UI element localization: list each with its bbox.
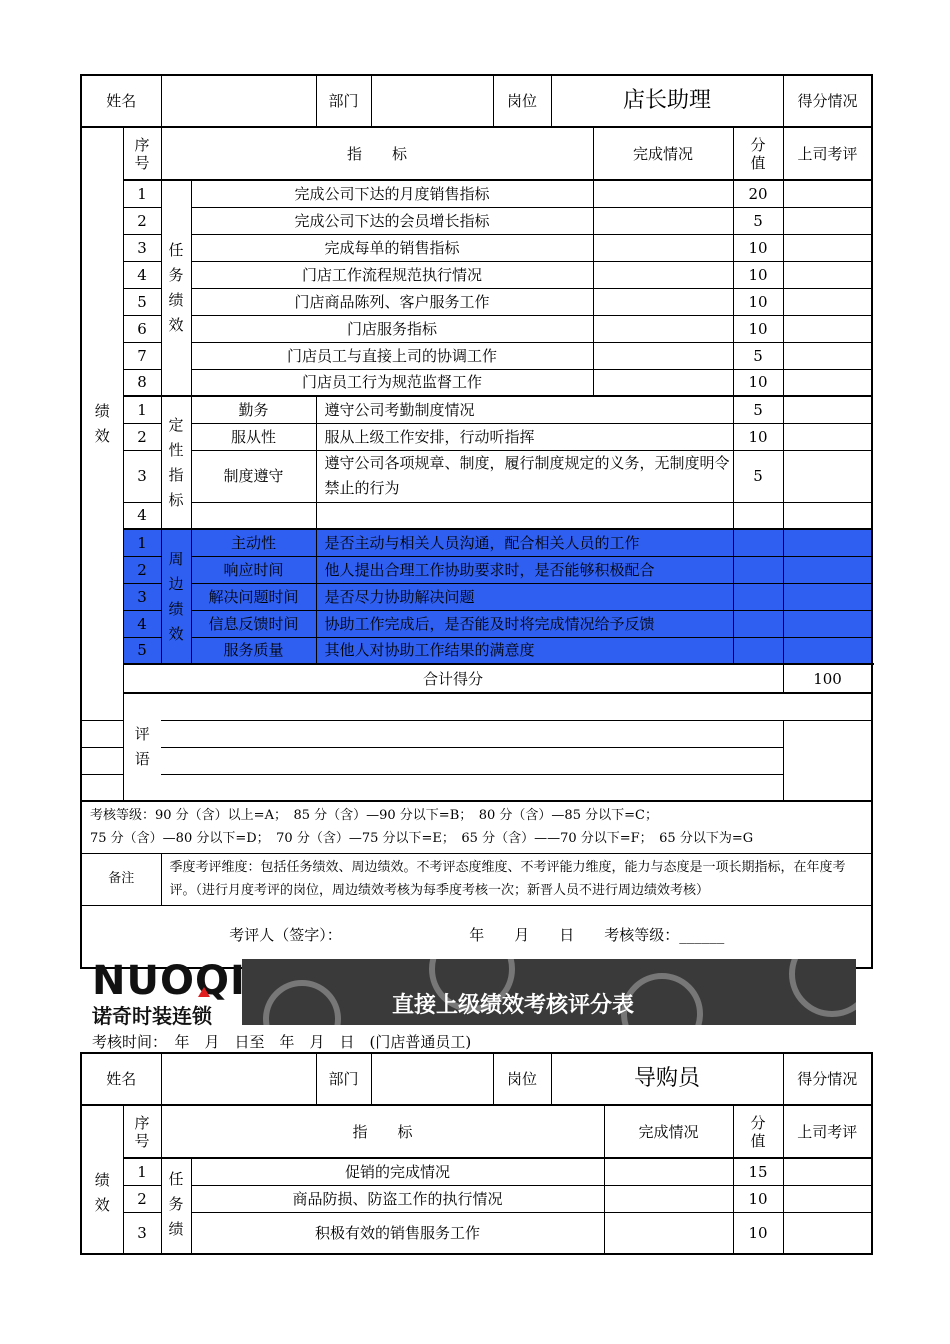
comment-line [81,774,872,801]
completion-field[interactable] [593,315,733,342]
row-indicator: 是否主动与相关人员沟通，配合相关人员的工作 [316,529,733,556]
row-seq: 7 [123,342,161,369]
row-item: 勤务 [191,396,316,423]
row-indicator: 门店服务指标 [191,315,593,342]
table-row [81,529,872,556]
signature-line: 考评人（签字）： 年 月 日 考核等级：______ [81,905,872,968]
comment-line [81,693,872,720]
score-status-label: 得分情况 [783,75,872,127]
row-seq: 2 [123,423,161,450]
supervisor-field[interactable] [783,502,872,529]
row-seq: 3 [123,234,161,261]
completion-field[interactable] [593,288,733,315]
row-indicator: 完成每单的销售指标 [191,234,593,261]
row-item: 服从性 [191,423,316,450]
table-row [81,637,872,664]
row-indicator [316,502,733,529]
name-field[interactable] [161,75,316,127]
completion-field[interactable] [593,234,733,261]
table-row [81,556,872,583]
row-score: 10 [733,423,783,450]
row-indicator: 遵守公司考勤制度情况 [316,396,733,423]
comment-line [81,720,872,747]
name-field[interactable] [161,1053,316,1105]
table-row [81,207,872,234]
seq-header: 序 号 [123,127,161,180]
column-header-row [81,1105,872,1158]
table-row [81,261,872,288]
row-indicator: 协助工作完成后，是否能及时将完成情况给予反馈 [316,610,733,637]
seq-header: 序 号 [123,1105,161,1158]
completion-field[interactable] [593,180,733,207]
total-label: 合计得分 [123,664,783,693]
row-score: 10 [733,1212,783,1254]
name-label: 姓名 [81,1053,161,1105]
supervisor-field[interactable] [783,288,872,315]
completion-header: 完成情况 [593,127,733,180]
supervisor-header: 上司考评 [783,127,872,180]
completion-field[interactable] [593,207,733,234]
completion-field[interactable] [593,369,733,396]
supervisor-field[interactable] [783,1158,872,1185]
task-group-label: 任 务 绩 效 [161,180,191,396]
row-seq: 1 [123,396,161,423]
row-seq: 4 [123,261,161,288]
table-row [81,1185,872,1212]
row-score: 10 [733,288,783,315]
remark-label: 备注 [81,853,161,905]
row-score: 10 [733,369,783,396]
row-seq: 2 [123,556,161,583]
row-item: 响应时间 [191,556,316,583]
row-score [733,637,783,664]
dept-field[interactable] [371,75,493,127]
supervisor-field[interactable] [783,180,872,207]
task-group-label: 任 务 绩 [161,1158,191,1254]
supervisor-field[interactable] [783,637,872,664]
row-seq: 3 [123,450,161,502]
table-row [81,1212,872,1254]
supervisor-field[interactable] [783,396,872,423]
score-header: 分 值 [733,127,783,180]
row-item: 服务质量 [191,637,316,664]
form-title: 直接上级绩效考核评分表 [392,993,635,1018]
comment-field[interactable] [161,693,872,720]
row-score [733,502,783,529]
table-row [81,610,872,637]
table-row [81,180,872,207]
supervisor-field[interactable] [783,261,872,288]
supervisor-field[interactable] [783,1185,872,1212]
row-score: 5 [733,207,783,234]
supervisor-field[interactable] [783,1212,872,1254]
grade-scale [81,801,872,853]
supervisor-field[interactable] [783,529,872,556]
completion-field[interactable] [593,261,733,288]
total-value: 100 [783,664,872,693]
dept-field[interactable] [371,1053,493,1105]
row-seq: 1 [123,1158,161,1185]
supervisor-field[interactable] [783,342,872,369]
table-row [81,288,872,315]
row-score [733,556,783,583]
row-score: 10 [733,261,783,288]
post-value: 店长助理 [551,75,783,127]
peri-group-label: 周 边 绩 效 [161,529,191,664]
row-indicator: 他人提出合理工作协助要求时，是否能够积极配合 [316,556,733,583]
dept-label: 部门 [316,1053,371,1105]
row-indicator: 商品防损、防盗工作的执行情况 [191,1185,604,1212]
table-row [81,502,872,529]
row-indicator: 门店商品陈列、客户服务工作 [191,288,593,315]
supervisor-field[interactable] [783,556,872,583]
table-row [81,396,872,423]
header-row [81,1053,872,1105]
row-item [191,502,316,529]
indicator-header: 指 标 [161,1105,604,1158]
row-item: 制度遵守 [191,450,316,502]
row-item: 信息反馈时间 [191,610,316,637]
supervisor-field[interactable] [783,234,872,261]
supervisor-field[interactable] [783,423,872,450]
row-indicator: 服从上级工作安排，行动听指挥 [316,423,733,450]
table-row [81,315,872,342]
row-score [733,583,783,610]
grade-scale-row [81,801,872,853]
post-label: 岗位 [493,1053,551,1105]
comment-field[interactable] [81,720,783,747]
brand-name: 诺奇时装连锁 [92,1004,212,1028]
performance-section-label: 绩 效 [81,1105,123,1254]
supervisor-field[interactable] [783,207,872,234]
column-header-row [81,127,872,180]
remark-text: 季度考评维度：包括任务绩效、周边绩效。不考评态度维度、不考评能力维度，能力与态度是一项长期指标，在年度考评。（进行月度考评的岗位，周边绩效考核为每季度考核一次；新晋人员不进行周边绩效考核） [161,853,872,905]
row-seq: 2 [123,1185,161,1212]
grade-scale-line-1: 考核等级：90 分（含）以上=A； 85 分（含）—90 分以下=B； 80 分（含）—85 分以下=C； [90,808,658,824]
table-row [81,1158,872,1185]
brand-logo: NUOQI [92,958,246,1004]
row-seq: 5 [123,637,161,664]
row-indicator: 其他人对协助工作结果的满意度 [316,637,733,664]
indicator-header: 指 标 [161,127,593,180]
post-value: 导购员 [551,1053,783,1105]
row-seq: 6 [123,315,161,342]
row-indicator: 促销的完成情况 [191,1158,604,1185]
comment-label: 评 语 [123,693,161,801]
remark-row [81,853,872,905]
review-period: 考核时间： 年 月 日至 年 月 日 (门店普通员工) [92,1033,472,1051]
row-indicator: 遵守公司各项规章、制度，履行制度规定的义务，无制度明令禁止的行为 [316,450,733,502]
row-item: 主动性 [191,529,316,556]
assistant-manager-evaluation-form [80,74,873,969]
completion-field[interactable] [593,342,733,369]
row-seq: 5 [123,288,161,315]
dept-label: 部门 [316,75,371,127]
logo-accent-icon [198,987,210,997]
row-indicator: 完成公司下达的月度销售指标 [191,180,593,207]
row-score: 20 [733,180,783,207]
completion-field[interactable] [604,1158,733,1185]
row-score: 5 [733,450,783,502]
supervisor-field[interactable] [783,369,872,396]
table-row [81,450,872,502]
supervisor-header: 上司考评 [783,1105,872,1158]
comment-line [81,747,872,774]
table-row [81,423,872,450]
row-indicator: 门店员工行为规范监督工作 [191,369,593,396]
row-score: 5 [733,396,783,423]
row-seq: 8 [123,369,161,396]
completion-field[interactable] [604,1185,733,1212]
row-indicator: 积极有效的销售服务工作 [191,1212,604,1254]
row-score [733,610,783,637]
row-indicator: 门店工作流程规范执行情况 [191,261,593,288]
row-seq: 3 [123,1212,161,1254]
comment-field[interactable] [81,774,783,801]
row-seq: 1 [123,180,161,207]
row-score: 10 [733,234,783,261]
row-seq: 4 [123,610,161,637]
table-row [81,369,872,396]
score-header: 分 值 [733,1105,783,1158]
supervisor-field[interactable] [783,315,872,342]
header-row [81,75,872,127]
table-row [81,583,872,610]
comment-field[interactable] [81,747,783,774]
row-seq: 2 [123,207,161,234]
row-score: 5 [733,342,783,369]
row-indicator: 完成公司下达的会员增长指标 [191,207,593,234]
row-seq: 4 [123,502,161,529]
row-seq: 1 [123,529,161,556]
table-row [81,342,872,369]
total-row [81,664,872,693]
row-score [733,529,783,556]
post-label: 岗位 [493,75,551,127]
supervisor-field[interactable] [783,450,872,502]
completion-header: 完成情况 [604,1105,733,1158]
score-status-label: 得分情况 [783,1053,872,1105]
row-score: 10 [733,1185,783,1212]
performance-section-label: 绩 效 [81,127,123,720]
sales-associate-evaluation-form [80,1052,873,1255]
supervisor-field[interactable] [783,583,872,610]
row-item: 解决问题时间 [191,583,316,610]
qual-group-label: 定 性 指 标 [161,396,191,529]
name-label: 姓名 [81,75,161,127]
row-indicator: 是否尽力协助解决问题 [316,583,733,610]
row-seq: 3 [123,583,161,610]
row-score: 10 [733,315,783,342]
row-indicator: 门店员工与直接上司的协调工作 [191,342,593,369]
grade-scale-line-2: 75 分（含）—80 分以下=D； 70 分（含）—75 分以下=E； 65 分（含）——70 分以下=F； 65 分以下为=G [90,831,754,847]
supervisor-field[interactable] [783,610,872,637]
table-row [81,234,872,261]
row-score: 15 [733,1158,783,1185]
completion-field[interactable] [604,1212,733,1254]
